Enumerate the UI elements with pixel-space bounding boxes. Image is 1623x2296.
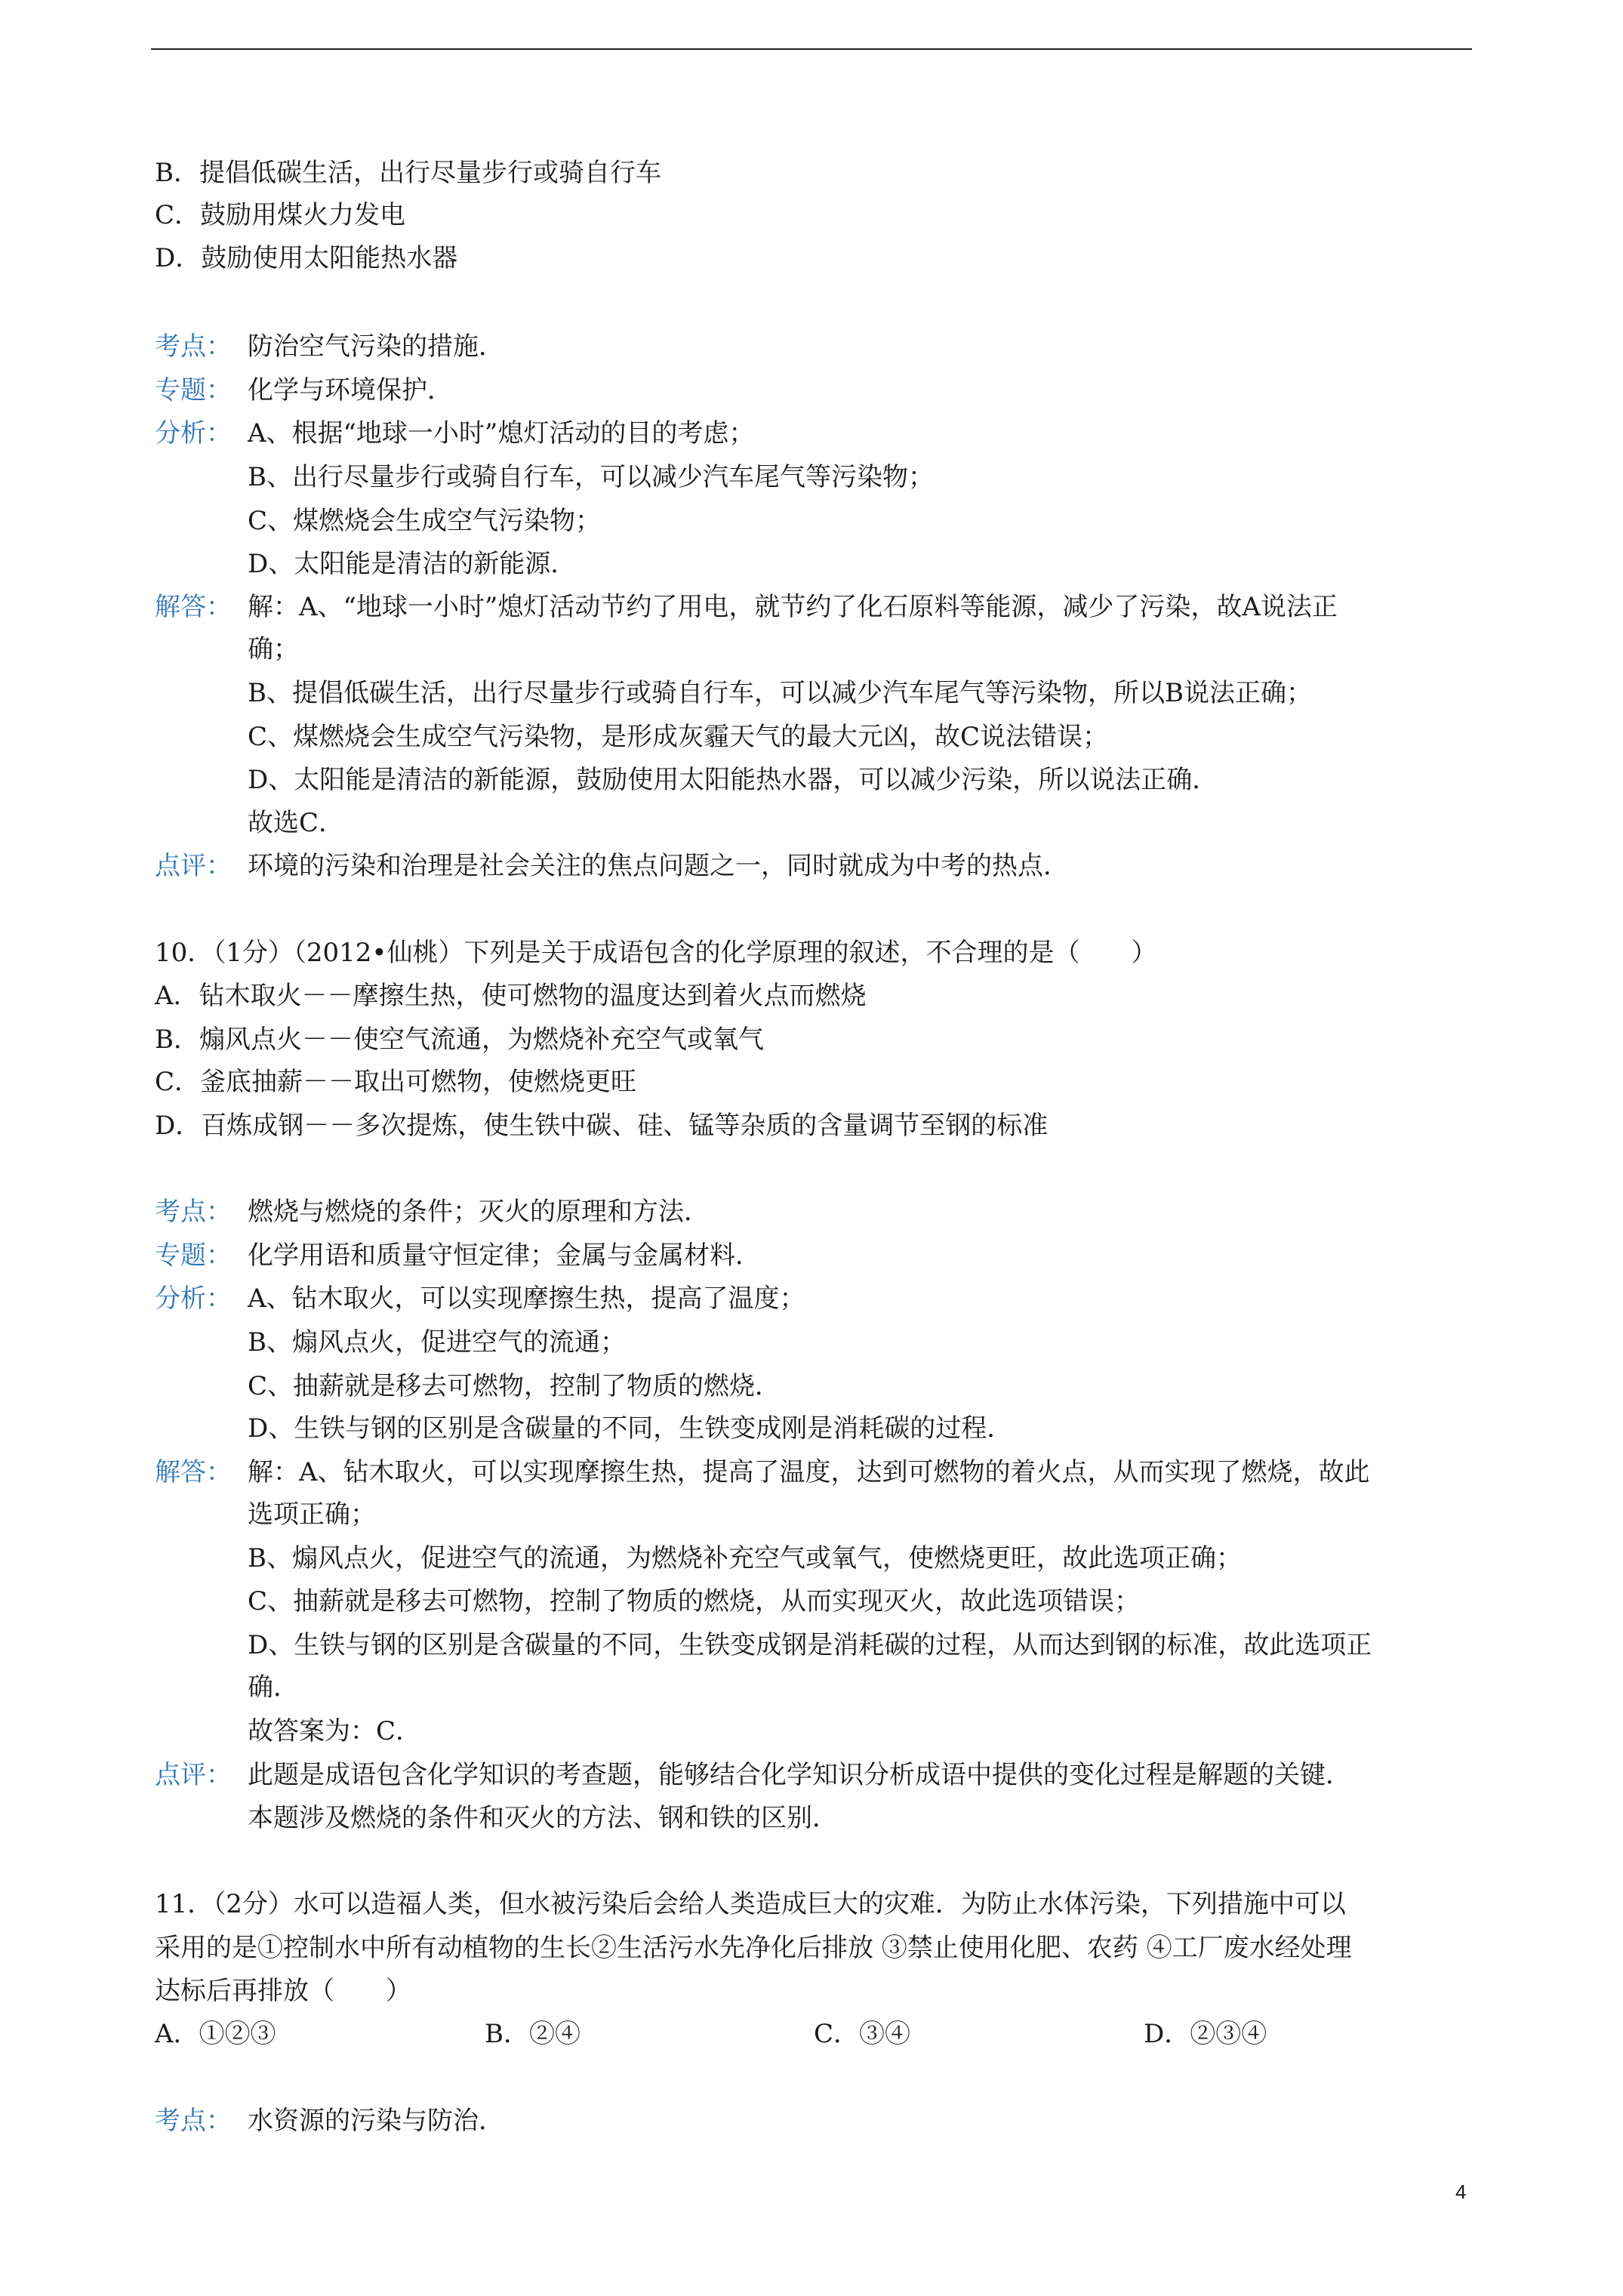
q11-option-d: D．②③④ bbox=[1144, 2019, 1267, 2049]
q9-dianping-label: 点评： bbox=[155, 851, 232, 881]
q10-option-a: A．钻木取火－－摩擦生热，使可燃物的温度达到着火点而燃烧 bbox=[155, 981, 867, 1011]
q9-zhuanti: 化学与环境保护． bbox=[248, 375, 453, 405]
q10-option-d: D．百炼成钢－－多次提炼，使生铁中碳、硅、锰等杂质的含量调节至钢的标准 bbox=[155, 1111, 1049, 1141]
q9-option-d: D．鼓励使用太阳能热水器 bbox=[155, 243, 458, 273]
q10-fenxi-label: 分析： bbox=[155, 1284, 232, 1314]
q9-option-b: B．提倡低碳生活，出行尽量步行或骑自行车 bbox=[155, 158, 661, 188]
q9-jieda-line: 故选C． bbox=[248, 808, 345, 838]
q9-jieda-line: D、太阳能是清洁的新能源，鼓励使用太阳能热水器，可以减少污染，所以说法正确． bbox=[248, 765, 1218, 795]
q9-jieda-line: B、提倡低碳生活，出行尽量步行或骑自行车，可以减少汽车尾气等污染物，所以B说法正确； bbox=[248, 678, 1312, 708]
q10-jieda-line: 解：A、钻木取火，可以实现摩擦生热，提高了温度，达到可燃物的着火点，从而实现了燃烧，故此 bbox=[248, 1457, 1370, 1487]
q9-fenxi-line: B、出行尽量步行或骑自行车，可以减少汽车尾气等污染物； bbox=[248, 462, 934, 492]
q10-fenxi-line: A、钻木取火，可以实现摩擦生热，提高了温度； bbox=[248, 1284, 805, 1314]
q10-jieda-line: 确． bbox=[248, 1672, 299, 1703]
q9-dianping: 环境的污染和治理是社会关注的焦点问题之一，同时就成为中考的热点． bbox=[248, 851, 1069, 881]
q10-kaodian: 燃烧与燃烧的条件；灭火的原理和方法． bbox=[248, 1197, 710, 1227]
q10-kaodian-label: 考点： bbox=[155, 1197, 232, 1227]
q10-jieda-label: 解答： bbox=[155, 1457, 232, 1487]
q10-fenxi-line: D、生铁与钢的区别是含碳量的不同，生铁变成刚是消耗碳的过程． bbox=[248, 1413, 1013, 1444]
q10-zhuanti-label: 专题： bbox=[155, 1240, 232, 1271]
q9-jieda-label: 解答： bbox=[155, 592, 232, 622]
q10-option-b: B．煽风点火－－使空气流通，为燃烧补充空气或氧气 bbox=[155, 1025, 764, 1055]
q10-fenxi-line: B、煽风点火，促进空气的流通； bbox=[248, 1327, 626, 1358]
q9-option-c: C．鼓励用煤火力发电 bbox=[155, 200, 406, 230]
q10-jieda-line: 选项正确； bbox=[248, 1499, 376, 1530]
q11-stem-line: 达标后再排放（ ） bbox=[155, 1976, 411, 2006]
q9-fenxi-line: A、根据“地球一小时”熄灯活动的目的考虑； bbox=[248, 418, 755, 448]
q9-fenxi-line: C、煤燃烧会生成空气污染物； bbox=[248, 506, 602, 536]
q9-kaodian: 防治空气污染的措施． bbox=[248, 331, 504, 362]
q10-option-c: C．釜底抽薪－－取出可燃物，使燃烧更旺 bbox=[155, 1067, 637, 1097]
q10-dianping-label: 点评： bbox=[155, 1760, 232, 1790]
q10-fenxi-line: C、抽薪就是移去可燃物，控制了物质的燃烧． bbox=[248, 1371, 781, 1401]
q11-stem-line: 采用的是①控制水中所有动植物的生长②生活污水先净化后排放 ③禁止使用化肥、农药 ④工厂废水经处理 bbox=[155, 1933, 1352, 1963]
q10-dianping-line: 此题是成语包含化学知识的考查题，能够结合化学知识分析成语中提供的变化过程是解题的关键． bbox=[248, 1760, 1351, 1790]
q9-fenxi-line: D、太阳能是清洁的新能源． bbox=[248, 549, 577, 579]
q11-option-a: A．①②③ bbox=[155, 2019, 276, 2049]
q11-kaodian-label: 考点： bbox=[155, 2106, 232, 2136]
q11-stem-line: 11．（2分）水可以造福人类，但水被污染后会给人类造成巨大的灾难．为防止水体污染，下列措施中可以 bbox=[155, 1889, 1346, 1919]
q9-fenxi-label: 分析： bbox=[155, 418, 232, 448]
q10-stem: 10．（1分）（2012•仙桃）下列是关于成语包含的化学原理的叙述，不合理的是（ ） bbox=[155, 938, 1157, 968]
header-rule bbox=[151, 48, 1472, 50]
q10-jieda-line: C、抽薪就是移去可燃物，控制了物质的燃烧，从而实现灭火，故此选项错误； bbox=[248, 1586, 1141, 1616]
q9-zhuanti-label: 专题： bbox=[155, 375, 232, 405]
q11-kaodian: 水资源的污染与防治． bbox=[248, 2106, 504, 2136]
q9-jieda-line: 解：A、“地球一小时”熄灯活动节约了用电，就节约了化石原料等能源，减少了污染，故A说法正 bbox=[248, 592, 1338, 622]
q10-jieda-line: B、煽风点火，促进空气的流通，为燃烧补充空气或氧气，使燃烧更旺，故此选项正确； bbox=[248, 1543, 1242, 1573]
q10-zhuanti: 化学用语和质量守恒定律；金属与金属材料． bbox=[248, 1240, 761, 1271]
q9-jieda-line: 确； bbox=[248, 634, 299, 664]
q10-jieda-line: D、生铁与钢的区别是含碳量的不同，生铁变成钢是消耗碳的过程，从而达到钢的标准，故此选项正 bbox=[248, 1630, 1372, 1660]
page-number: 4 bbox=[1455, 2180, 1467, 2203]
q9-kaodian-label: 考点： bbox=[155, 331, 232, 362]
q10-jieda-line: 故答案为：C． bbox=[248, 1716, 422, 1746]
q11-option-b: B．②④ bbox=[485, 2019, 581, 2049]
q11-option-c: C．③④ bbox=[814, 2019, 911, 2049]
q10-dianping-line: 本题涉及燃烧的条件和灭火的方法、钢和铁的区别． bbox=[248, 1803, 838, 1833]
q9-jieda-line: C、煤燃烧会生成空气污染物，是形成灰霾天气的最大元凶，故C说法错误； bbox=[248, 722, 1109, 752]
